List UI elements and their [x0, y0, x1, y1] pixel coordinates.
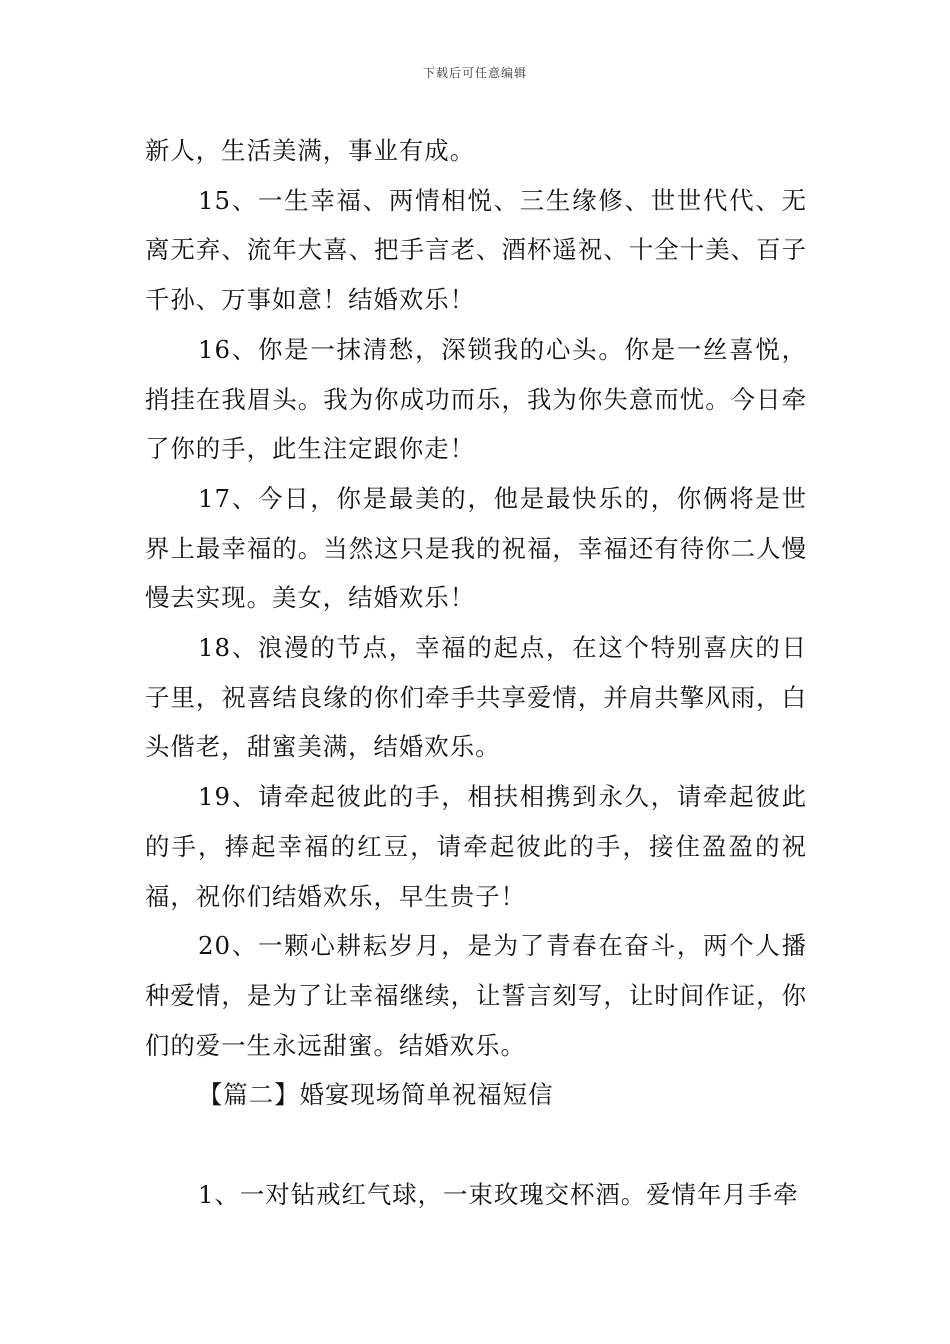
paragraph-20: 20、一颗心耕耘岁月，是为了青春在奋斗，两个人播种爱情，是为了让幸福继续，让誓言刻写，让时间作证，你们的爱一生永远甜蜜。结婚欢乐。 [145, 931, 807, 1060]
paragraph-16: 16、你是一抹清愁，深锁我的心头。你是一丝喜悦，捎挂在我眉头。我为你成功而乐，我为你失意而忧。今日牵了你的手，此生注定跟你走！ [145, 334, 807, 464]
document-body [145, 126, 807, 1219]
paragraph-18: 18、浪漫的节点，幸福的起点，在这个特别喜庆的日子里，祝喜结良缘的你们牵手共享爱情，并肩共擎风雨，白头偕老，甜蜜美满，结婚欢乐。 [145, 633, 807, 762]
paragraph-continuation: 新人，生活美满，事业有成。 [145, 136, 476, 165]
page-header: 下载后可任意编辑 [422, 66, 527, 80]
paragraph-15: 15、一生幸福、两情相悦、三生缘修、世世代代、无离无弃、流年大喜、把手言老、酒杯遥祝、十全十美、百子千孙、万事如意！结婚欢乐！ [145, 185, 807, 315]
section-paragraph-1: 1、一对钻戒红气球，一束玫瑰交杯酒。爱情年月手牵 [198, 1179, 799, 1209]
paragraph-19: 19、请牵起彼此的手，相扶相携到永久，请牵起彼此的手，捧起幸福的红豆，请牵起彼此的手，接住盈盈的祝福，祝你们结婚欢乐，早生贵子！ [145, 782, 807, 911]
paragraph-17: 17、今日，你是最美的，他是最快乐的，你俩将是世界上最幸福的。当然这只是我的祝福，幸福还有待你二人慢慢去实现。美女，结婚欢乐！ [145, 483, 807, 613]
section-heading: 【篇二】婚宴现场简单祝福短信 [198, 1080, 554, 1110]
